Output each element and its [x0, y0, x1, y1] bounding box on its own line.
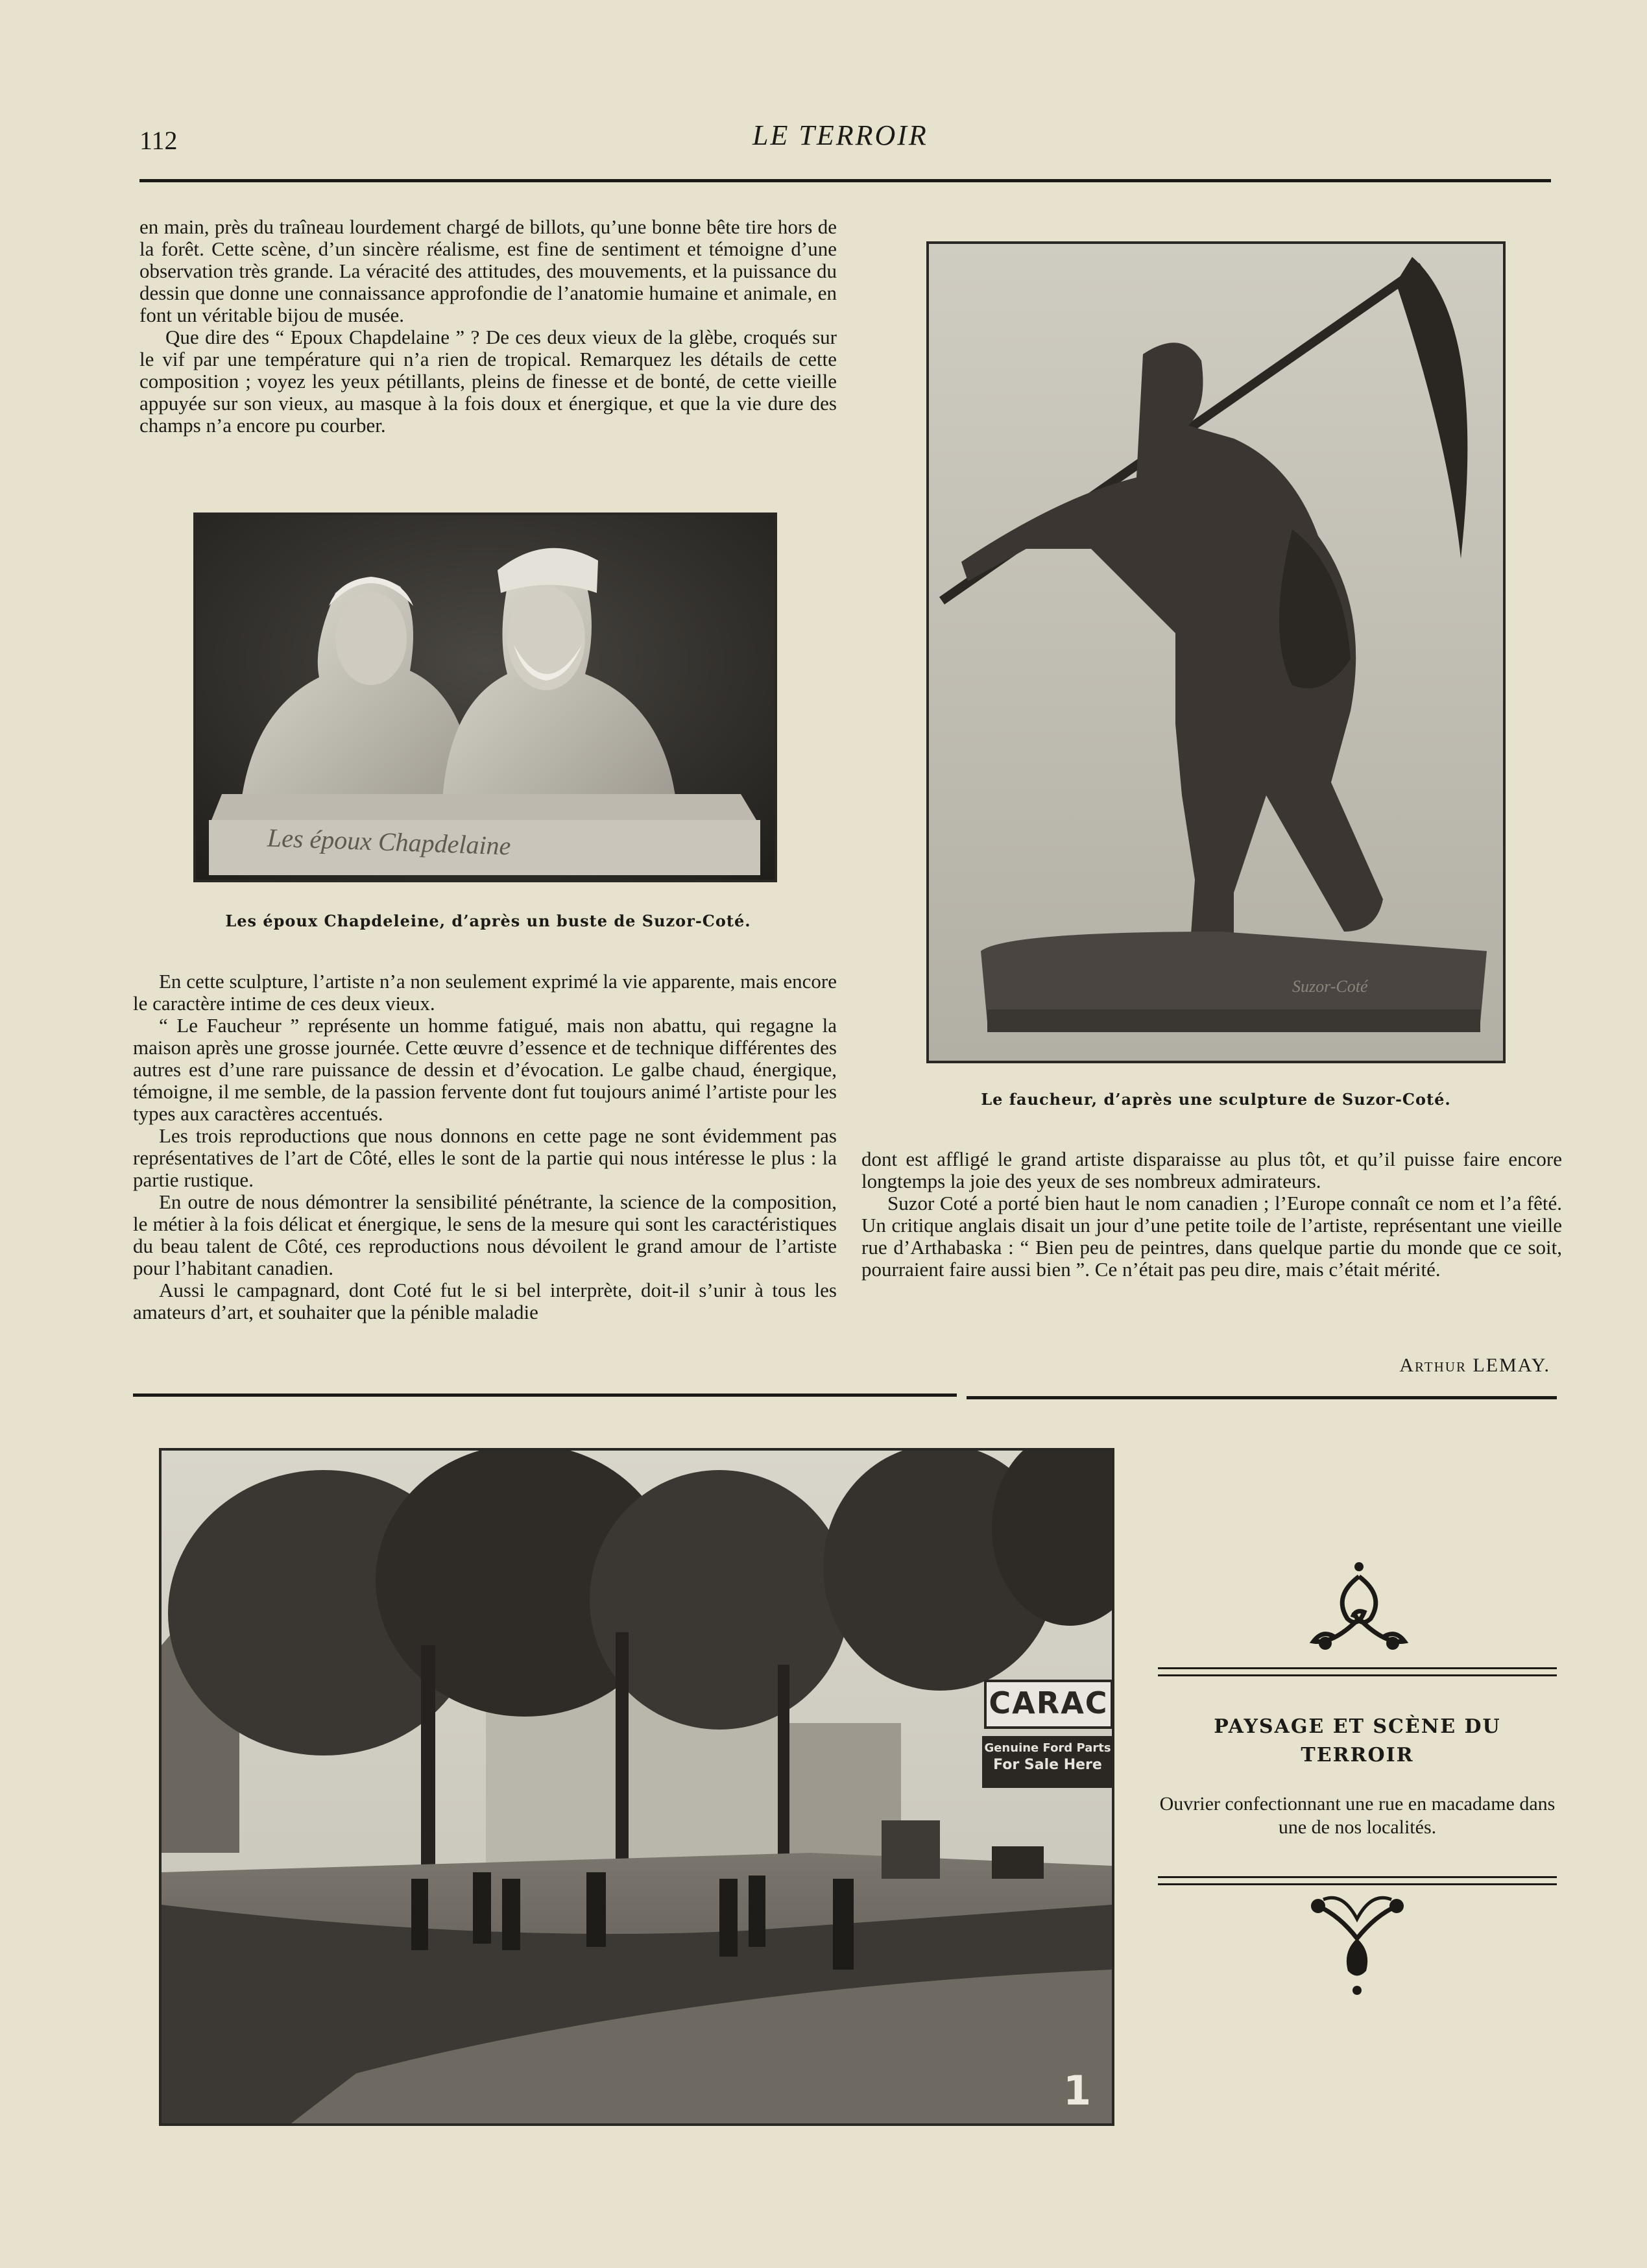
store-sign-top: CARAC [989, 1685, 1109, 1720]
ornament-top-icon [1307, 1560, 1411, 1661]
paragraph: Les trois reproductions que nous donnons en cette page ne sont évidemment pas représentatives de l’art de Côté, elles le sont de la partie qui nous intéresse le plus : la partie rustique. [133, 1124, 837, 1191]
running-title: LE TERROIR [752, 119, 928, 151]
scythe-man-sculpture-image [929, 244, 1503, 1061]
paragraph: “ Le Faucheur ” représente un homme fatigué, mais non abattu, qui regagne la maison après une grosse journée. Cette œuvre d’essence et de technique différentes des autres est d’une rare puissance de dessin et d’évocation. Le galbe chaud, énergique, témoigne, il me semble, de la passion fervente dont fut toujours animé l’artiste pour les types aux caractères accentués. [133, 1014, 837, 1125]
epoux-chapdelaine-photo [193, 513, 777, 882]
sidebox-text: Ouvrier confectionnant une rue en macadame dans une de nos localités. [1159, 1793, 1556, 1838]
ornament-bottom-icon [1304, 1893, 1411, 2000]
macadam-street-image [162, 1451, 1112, 2123]
sign-line: Genuine Ford Parts [984, 1741, 1111, 1755]
sidebox-rule-top [1158, 1667, 1557, 1676]
store-sign-bottom [983, 1740, 1112, 1774]
sidebox-rule-bottom [1158, 1876, 1557, 1885]
sign-line: For Sale Here [993, 1757, 1102, 1773]
section-rule-right [967, 1396, 1557, 1399]
header-rule [139, 179, 1551, 182]
faucheur-caption: Le faucheur, d’après une sculpture de Suzor-Coté. [981, 1090, 1451, 1109]
sidebox-title-line: TERROIR [1301, 1744, 1414, 1767]
article-text-top [139, 216, 837, 437]
paragraph: dont est affligé le grand artiste disparaisse au plus tôt, et qu’il puisse faire encore longtemps la joie des yeux de ses nombreux admirateurs. [861, 1148, 1562, 1192]
paragraph: En cette sculpture, l’artiste n’a non seulement exprimé la vie apparente, mais encore le caractère intime de ces deux vieux. [133, 970, 837, 1015]
paragraph: Suzor Coté a porté bien haut le nom canadien ; l’Europe connaît ce nom et l’a fêté. Un critique anglais disait un jour d’une petite toile de l’artiste, représentant une vieille rue d’Arthabaska : “ Bien peu de peintres, dans quelque partie du monde que ce soit, pourraient faire aussi bien ”. Ce n’était pas peu dire, mais c’était mérité. [861, 1192, 1562, 1281]
sculpture-inscription: Les époux Chapdelaine [267, 823, 512, 861]
sidebox-title-line: PAYSAGE ET SCÈNE DU [1214, 1715, 1501, 1738]
paragraph: En outre de nous démontrer la sensibilité pénétrante, la science de la composition, le métier à la fois délicat et énergique, le sens de la mesure qui sont les caractéristiques du beau talent de Côté, ces reproductions nous dévoilent le grand amour de l’artiste pour l’habitant canadien. [133, 1190, 837, 1279]
sidebox-title [1158, 1713, 1557, 1770]
paragraph: Que dire des “ Epoux Chapdelaine ” ? De ces deux vieux de la glèbe, croqués sur le vif par une température qui n’a rien de tropical. Remarquez les détails de cette composition ; voyez les yeux pétillants, pleins de finesse et de bonté, de cette vieille appuyée sur son vieux, au masque à la fois doux et énergique, et que la vie dure des champs n’a encore pu courber. [139, 326, 837, 437]
sculpture-inscription: Suzor-Coté [1292, 977, 1368, 996]
photo-corner-mark: 1 [1063, 2067, 1092, 2114]
faucheur-photo [926, 241, 1506, 1063]
epoux-caption: Les époux Chapdeleine, d’après un buste de Suzor-Coté. [225, 911, 751, 930]
paragraph: en main, près du traîneau lourdement chargé de billots, qu’une bonne bête tire hors de la forêt. Cette scène, d’un sincère réalisme, est fine de sentiment et témoigne d’une observation très grande. La véracité des attitudes, des mouvements, et la puissance du dessin que donne une connaissance approfondie de l’anatomie humaine et animale, en font un véritable bijou de musée. [139, 215, 837, 326]
street-scene-photo [159, 1448, 1114, 2126]
page-number: 112 [139, 126, 178, 155]
author-signature: Arthur LEMAY. [1399, 1355, 1550, 1376]
article-text-bottom [133, 971, 837, 1323]
article-text-right [861, 1148, 1562, 1281]
section-rule-left [133, 1393, 957, 1397]
paragraph: Aussi le campagnard, dont Coté fut le si bel interprète, doit-il s’unir à tous les amateurs d’art, et souhaiter que la pénible maladie [133, 1279, 837, 1323]
